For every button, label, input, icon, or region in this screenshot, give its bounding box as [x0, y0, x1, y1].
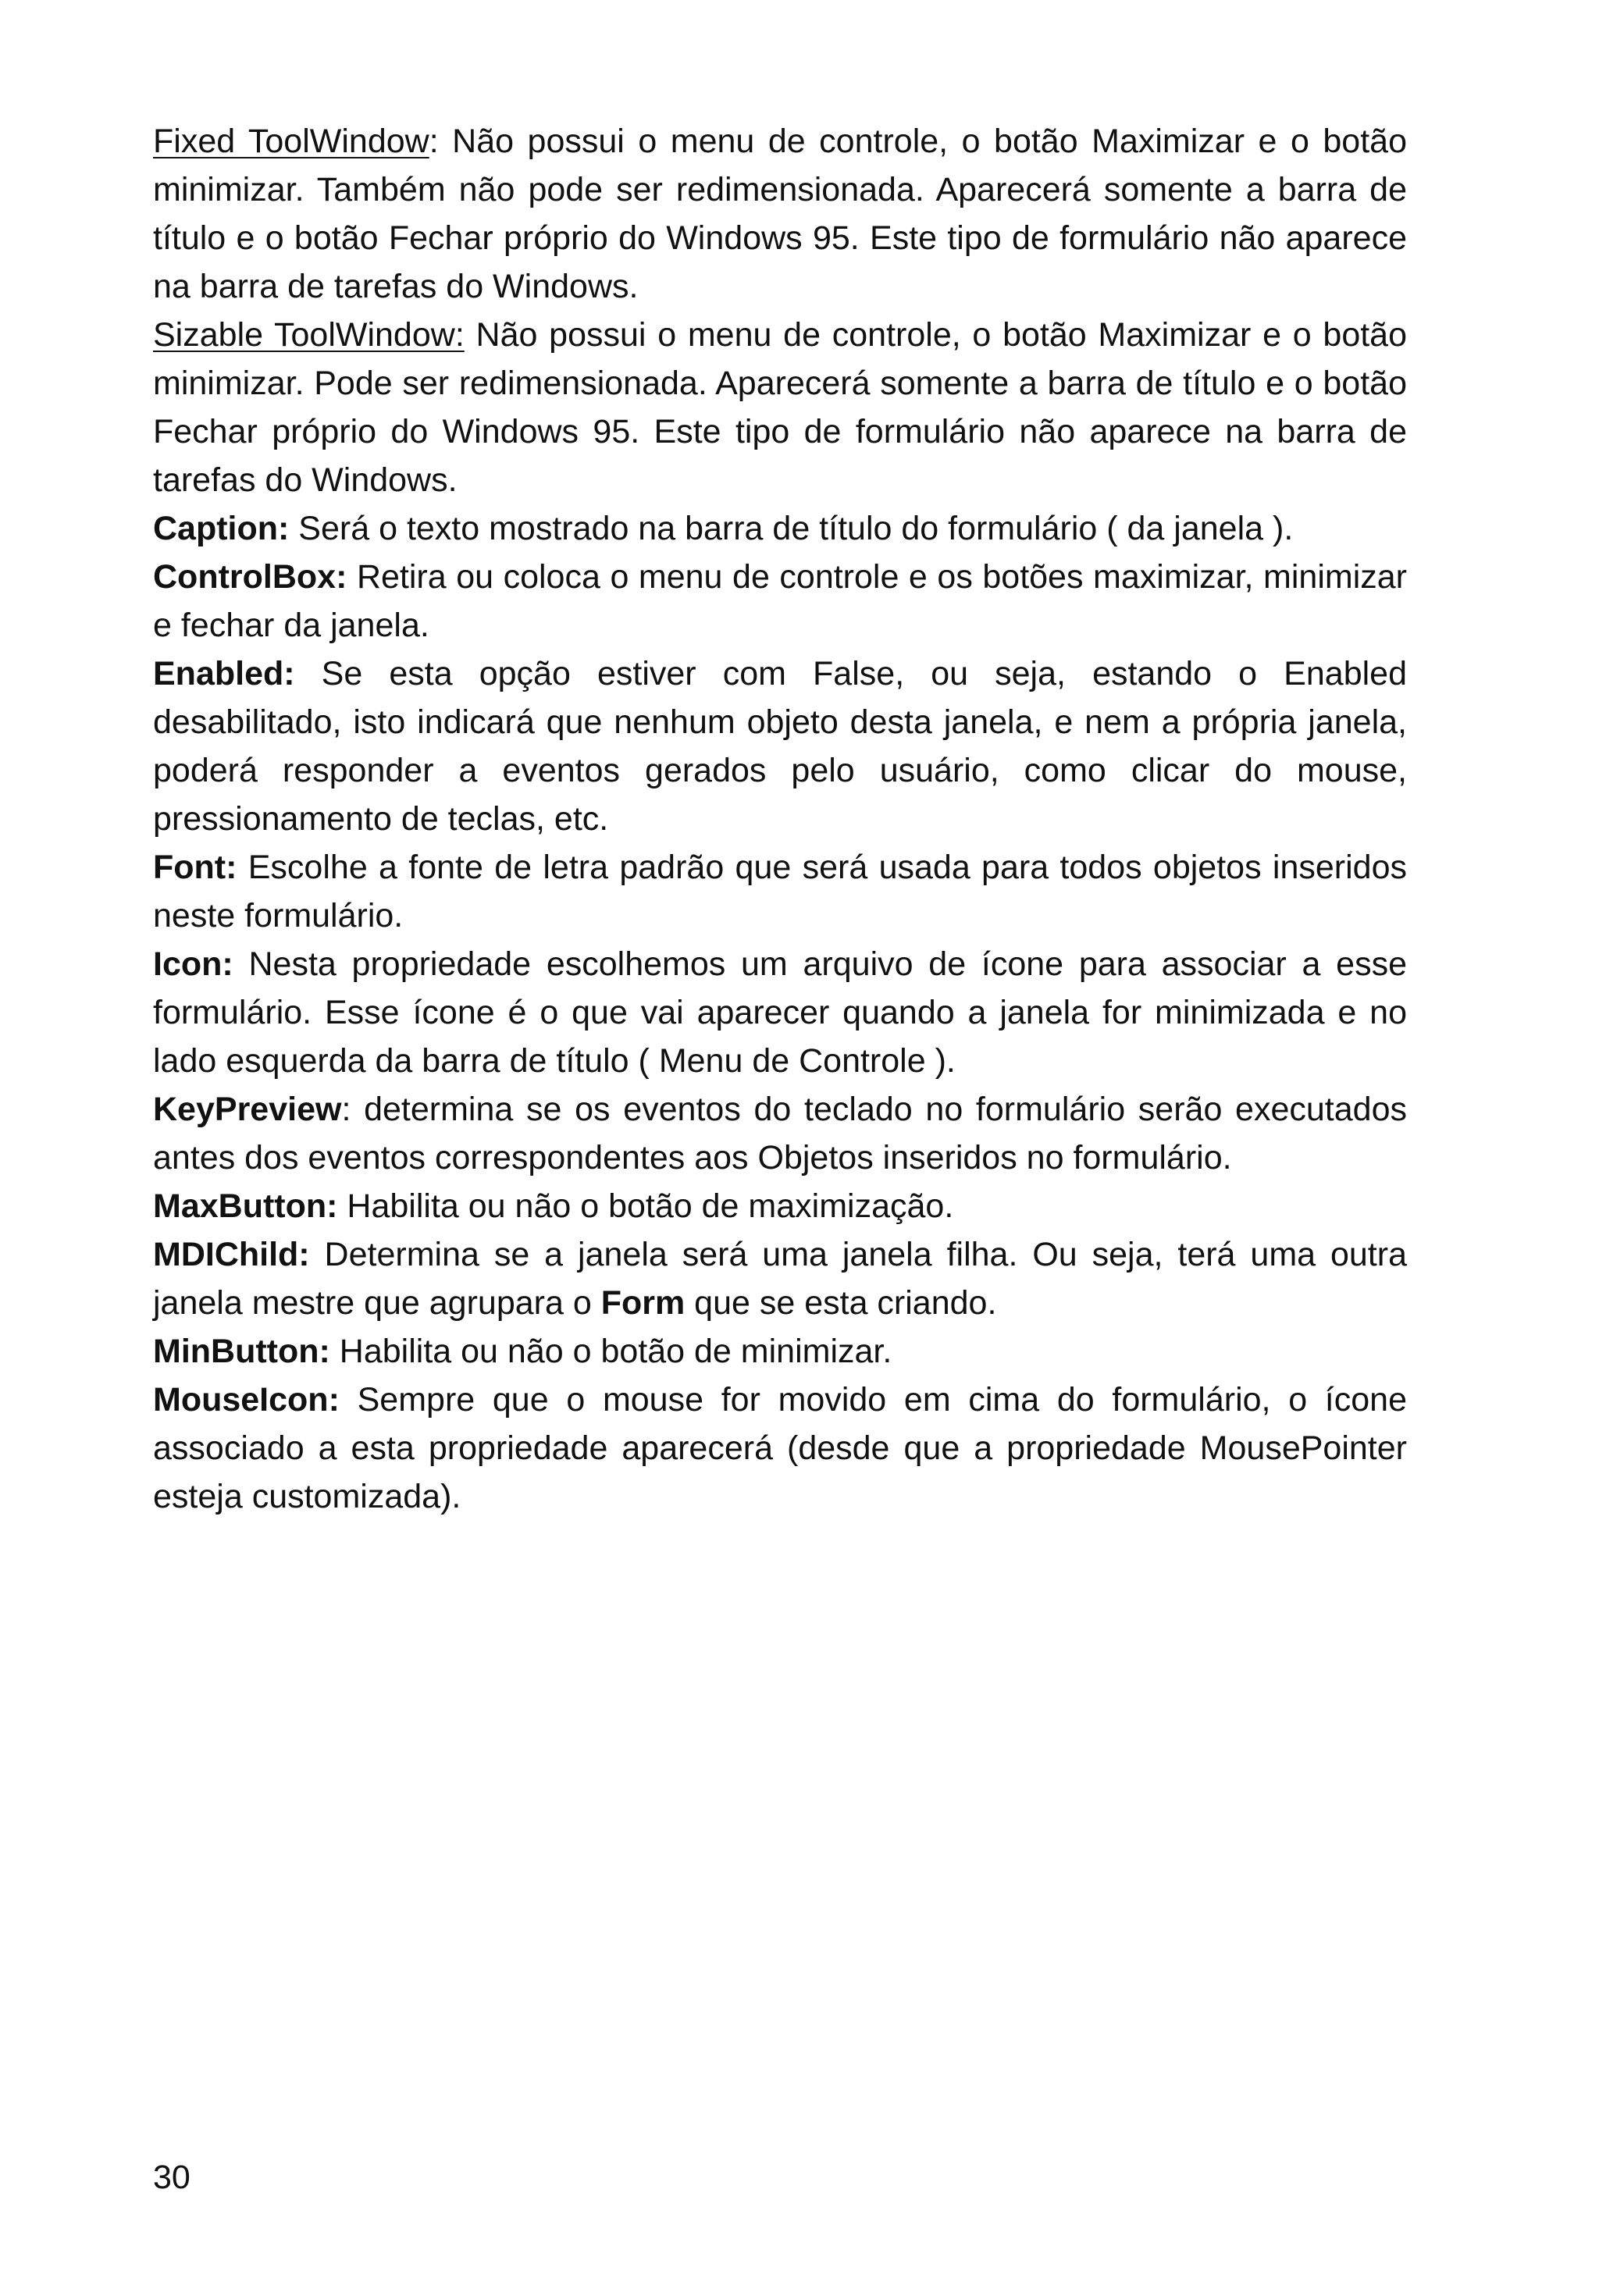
entry-text: Se esta opção estiver com False, ou seja, estando o Enabled desabilitado, isto indicará que nenhum objeto desta janela, e nem a própria janela, poderá responder a eventos gerados pelo usuário, como clicar do mouse, pressionamento de teclas, etc. [153, 655, 1407, 838]
entry-maxbutton [153, 1182, 1407, 1230]
term-minbutton: MinButton: [153, 1333, 330, 1370]
entry-fixed-toolwindow [153, 117, 1407, 311]
entry-text: Não possui o menu de controle, o botão Maximizar e o botão minimizar. Também não pode ser redimensionada. Aparecerá somente a barra de título e o botão Fechar próprio do Windows 95. Este tipo de formulário não aparece na barra de tarefas do Windows. [153, 123, 1407, 305]
term-mdichild: MDIChild: [153, 1236, 310, 1273]
term-icon: Icon: [153, 945, 233, 983]
entry-text: Não possui o menu de controle, o botão Maximizar e o botão minimizar. Pode ser redimensionada. Aparecerá somente a barra de título e o botão Fechar próprio do Windows 95. Este tipo de formulário não aparece na barra de tarefas do Windows. [153, 316, 1408, 499]
entry-font [153, 843, 1407, 940]
term-mouseicon: MouseIcon: [153, 1381, 340, 1419]
entry-controlbox [153, 553, 1407, 650]
entry-enabled [153, 650, 1407, 843]
term-caption: Caption: [153, 510, 290, 547]
term-keypreview: KeyPreview [153, 1091, 342, 1128]
entry-text: que se esta criando. [685, 1284, 997, 1322]
entry-mdichild [153, 1230, 1407, 1327]
term-controlbox: ControlBox: [153, 558, 347, 596]
entry-text: Habilita ou não o botão de minimizar. [329, 1333, 892, 1370]
entry-minbutton [153, 1327, 1407, 1376]
entry-text: Determina se a janela será uma janela filha. Ou seja, terá uma outra janela mestre que agrupara o [153, 1236, 1407, 1322]
term-font: Font: [153, 849, 237, 886]
entry-text: Nesta propriedade escolhemos um arquivo de ícone para associar a esse formulário. Esse ícone é o que vai aparecer quando a janela for minimizada e no lado esquerda da barra de título ( Menu de Controle ). [153, 945, 1407, 1080]
term-enabled: Enabled: [153, 655, 295, 692]
entry-text: Sempre que o mouse for movido em cima do formulário, o ícone associado a esta propriedade aparecerá (desde que a propriedade MousePointer esteja customizada). [153, 1381, 1407, 1515]
term-maxbutton: MaxButton: [153, 1187, 338, 1225]
term-separator: : [429, 123, 439, 160]
entry-sizable-toolwindow [153, 311, 1407, 504]
entry-text: Retira ou coloca o menu de controle e os botões maximizar, minimizar e fechar da janela. [153, 558, 1407, 644]
term-sizable-toolwindow: Sizable ToolWindow: [153, 316, 465, 354]
entry-caption [153, 504, 1407, 553]
entry-mouseicon [153, 1376, 1407, 1521]
entry-keypreview [153, 1085, 1407, 1182]
entry-text: Escolhe a fonte de letra padrão que será usada para todos objetos inseridos neste formulário. [153, 849, 1407, 934]
page-number: 30 [153, 2159, 191, 2196]
page-body [153, 117, 1407, 1521]
entry-text: : determina se os eventos do teclado no formulário serão executados antes dos eventos correspondentes aos Objetos inseridos no formulário. [153, 1091, 1407, 1176]
entry-text: Habilita ou não o botão de maximização. [337, 1187, 954, 1225]
entry-icon [153, 940, 1407, 1085]
entry-text: Será o texto mostrado na barra de título do formulário ( da janela ). [289, 510, 1294, 547]
term-fixed-toolwindow: Fixed ToolWindow [153, 123, 429, 160]
inline-bold-form: Form [600, 1284, 686, 1322]
